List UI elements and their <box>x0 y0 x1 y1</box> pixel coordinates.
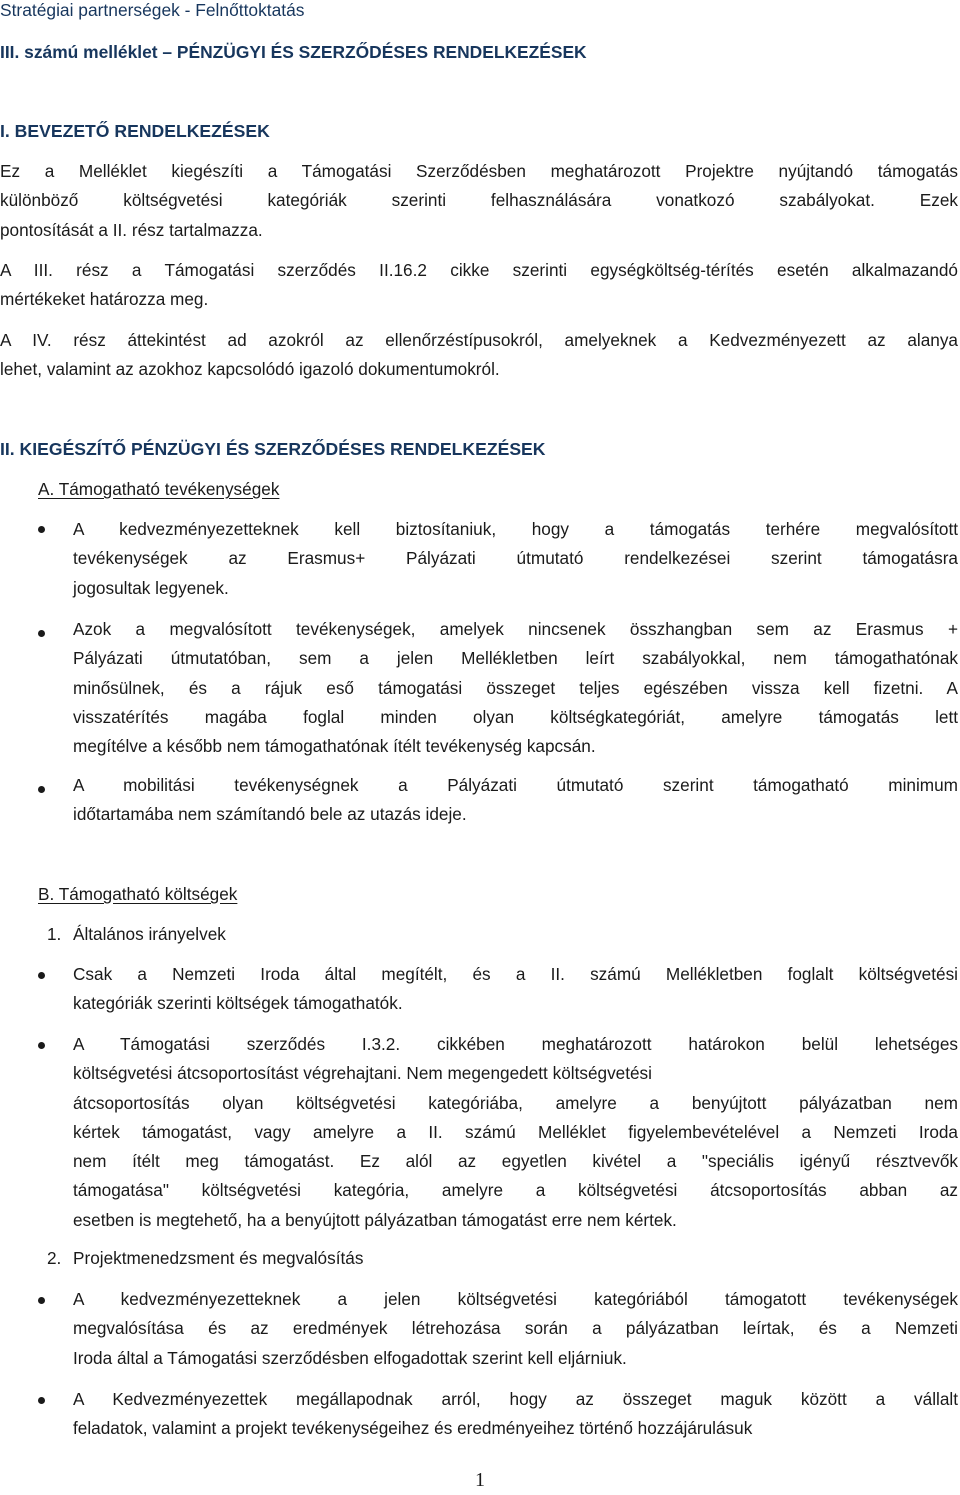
bullet-dot <box>38 1297 45 1304</box>
bullet-line: A Kedvezményezettek megállapodnak arról, hogy az összeget maguk között a vállalt <box>73 1389 958 1409</box>
bullet-line: kategóriák szerinti költségek támogathatók. <box>73 993 403 1014</box>
subsection-title: Projektmenedzsment és megvalósítás <box>73 1248 364 1268</box>
subsection-title: Általános irányelvek <box>73 924 226 944</box>
list-number: 2. <box>47 1248 62 1268</box>
page-number: 1 <box>475 1469 485 1491</box>
bullet-line: támogatása" költségvetési kategória, amelyre a költségvetési átcsoportosítás abban az <box>73 1180 958 1201</box>
bullet-line: tevékenységek az Erasmus+ Pályázati útmutató rendelkezései szerint támogatásra <box>73 548 958 569</box>
bullet-dot <box>38 1042 45 1049</box>
section-1-heading: I. BEVEZETŐ RENDELKEZÉSEK <box>0 121 270 141</box>
bullet-line: költségvetési átcsoportosítást végrehajtani. Nem megengedett költségvetési <box>73 1063 652 1084</box>
paragraph-line: Ez a Melléklet kiegészíti a Támogatási Szerződésben meghatározott Projektre nyújtandó támogatás <box>0 161 958 181</box>
bullet-line: A mobilitási tevékenységnek a Pályázati útmutató szerint támogatható minimum <box>73 775 958 795</box>
bullet-line: kértek támogatást, vagy amelyre a II. számú Melléklet figyelembevételével a Nemzeti Iroda <box>73 1121 958 1142</box>
bullet-line: esetben is megtehető, ha a benyújtott pályázatban támogatást erre nem kértek. <box>73 1209 677 1230</box>
subsection-a-label: A. Támogatható tevékenységek <box>38 479 280 499</box>
bullet-line: A kedvezményezetteknek kell biztosítaniuk, hogy a támogatás terhére megvalósított <box>73 519 958 539</box>
paragraph-line: mértékeket határozza meg. <box>0 289 209 310</box>
bullet-line: átcsoportosítás olyan költségvetési kategóriába, amelyre a benyújtott pályázatban nem <box>73 1092 958 1113</box>
bullet-item <box>73 1385 958 1444</box>
bullet-item <box>73 1285 958 1373</box>
subsection-b-label: B. Támogatható költségek <box>38 884 238 904</box>
paragraph-line: A III. rész a Támogatási szerződés II.16.2 cikke szerinti egységköltség-térítés esetén alkalmazandó <box>0 260 958 280</box>
list-number: 1. <box>47 924 62 944</box>
bullet-line: Azok a megvalósított tevékenységek, amelyek nincsenek összhangban sem az Erasmus + <box>73 619 958 639</box>
bullet-line: A kedvezményezetteknek a jelen költségvetési kategóriából támogatott tevékenységek <box>73 1289 958 1309</box>
paragraph-line: lehet, valamint az azokhoz kapcsolódó igazoló dokumentumokról. <box>0 359 500 380</box>
section-1-paragraph-2 <box>0 256 958 315</box>
bullet-item <box>73 515 958 603</box>
bullet-dot <box>38 526 45 533</box>
bullet-item <box>73 1030 958 1235</box>
section-1-paragraph-1 <box>0 157 958 245</box>
bullet-line: megítélve a később nem támogathatónak ítélt tevékenység kapcsán. <box>73 736 596 757</box>
bullet-line: visszatérítés magába foglal minden olyan költségkategóriát, amelyre támogatás lett <box>73 706 958 727</box>
bullet-line: feladatok, valamint a projekt tevékenységeihez és eredményeihez történő hozzájárulásuk <box>73 1418 753 1439</box>
bullet-line: Iroda által a Támogatási szerződésben elfogadottak szerint kell eljárniuk. <box>73 1347 627 1368</box>
program-title: Stratégiai partnerségek - Felnőttoktatás <box>0 0 305 20</box>
section-1-paragraph-3 <box>0 326 958 385</box>
annex-title: III. számú melléklet – PÉNZÜGYI ÉS SZERZŐDÉSES RENDELKEZÉSEK <box>0 42 587 62</box>
bullet-dot <box>38 972 45 979</box>
bullet-line: nem ítélt meg támogatást. Ez alól az egyetlen kivétel a "speciális igényű résztvevők <box>73 1151 958 1172</box>
paragraph-line: pontosítását a II. rész tartalmazza. <box>0 219 263 240</box>
section-2-heading: II. KIEGÉSZÍTŐ PÉNZÜGYI ÉS SZERZŐDÉSES RENDELKEZÉSEK <box>0 439 546 459</box>
bullet-line: minősülnek, és a rájuk eső támogatási összeget teljes egészében vissza kell fizetni. A <box>73 677 958 698</box>
bullet-line: Csak a Nemzeti Iroda által megítélt, és a II. számú Mellékletben foglalt költségvetési <box>73 964 958 984</box>
bullet-dot <box>38 786 45 793</box>
bullet-dot <box>38 630 45 637</box>
bullet-item <box>73 771 958 830</box>
paragraph-line: különböző költségvetési kategóriák szerinti felhasználására vonatkozó szabályokat. Ezek <box>0 190 958 211</box>
bullet-item <box>73 960 958 1019</box>
bullet-line: jogosultak legyenek. <box>73 577 229 598</box>
bullet-line: Pályázati útmutatóban, sem a jelen Mellékletben leírt szabályokkal, nem támogathatónak <box>73 648 958 669</box>
bullet-line: időtartamába nem számítandó bele az utazás ideje. <box>73 804 467 825</box>
bullet-line: megvalósítása és az eredmények létrehozása során a pályázatban leírtak, és a Nemzeti <box>73 1318 958 1339</box>
bullet-line: A Támogatási szerződés I.3.2. cikkében meghatározott határokon belül lehetséges <box>73 1034 958 1054</box>
bullet-dot <box>38 1397 45 1404</box>
bullet-item <box>73 615 958 761</box>
paragraph-line: A IV. rész áttekintést ad azokról az ellenőrzéstípusokról, amelyeknek a Kedvezményezett az alanya <box>0 330 958 350</box>
